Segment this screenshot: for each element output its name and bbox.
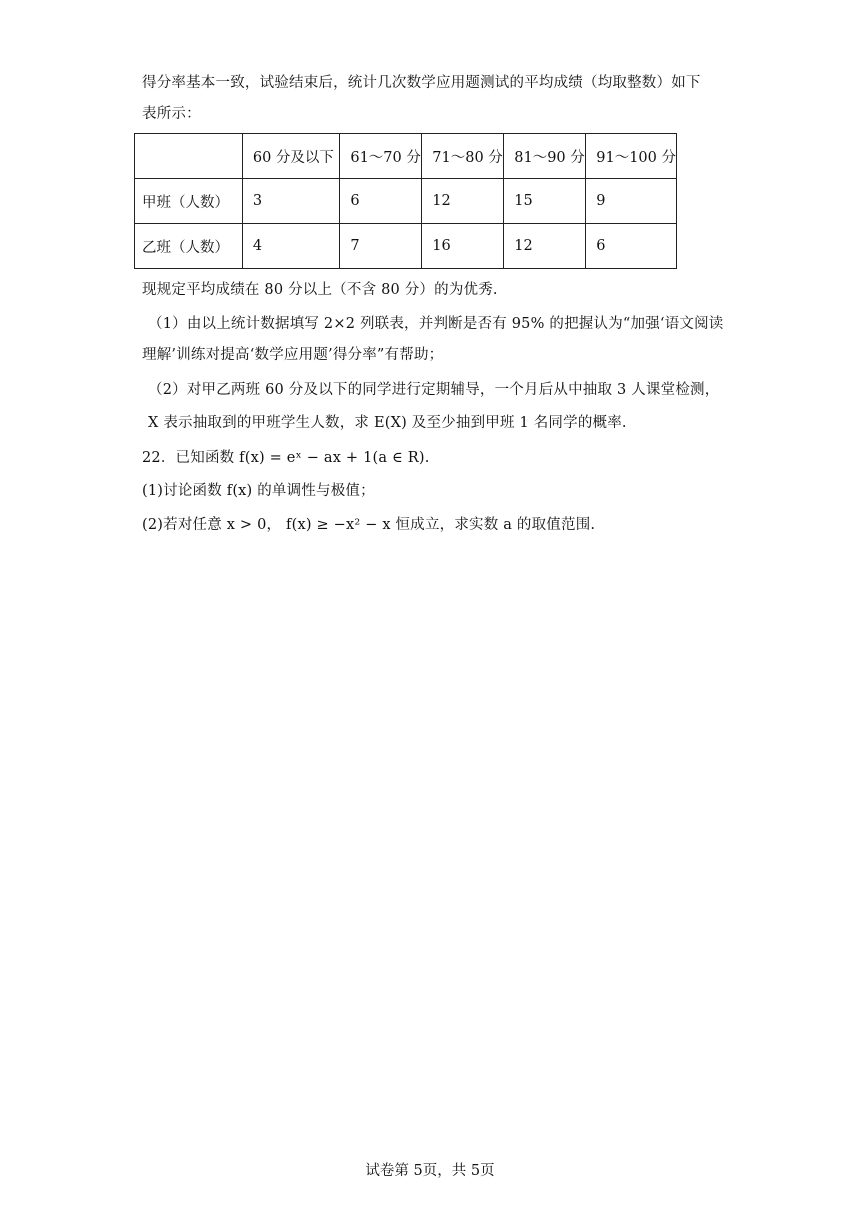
intro-text-line-1: 得分率基本一致，试验结束后，统计几次数学应用题测试的平均成绩（均取整数）如下 <box>142 75 701 91</box>
question-2-line-1: （2）对甲乙两班 60 分及以下的同学进行定期辅导，一个月后从中抽取 3 人课堂检测， <box>148 382 720 398</box>
table-header-cell <box>135 134 243 179</box>
table-cell: 3 <box>242 179 340 224</box>
table-row <box>135 179 677 224</box>
question-22-stem: 22．已知函数 f(x) = eˣ − ax + 1(a ∈ R). <box>142 450 430 466</box>
table-cell: 6 <box>340 179 422 224</box>
score-distribution-table <box>134 133 677 269</box>
table-header-cell: 61～70 分 <box>340 134 422 179</box>
excellent-rule-text: 现规定平均成绩在 80 分以上（不含 80 分）的为优秀. <box>142 282 498 298</box>
question-1-line-2: 理解’训练对提高‘数学应用题’得分率”有帮助； <box>142 347 444 363</box>
table-cell: 9 <box>586 179 677 224</box>
intro-text-line-2: 表所示： <box>142 106 201 122</box>
row-label-class-jia: 甲班（人数） <box>135 179 243 224</box>
question-22-part-2: (2)若对任意 x > 0， f(x) ≥ −x² − x 恒成立，求实数 a 的取值范围. <box>142 517 596 533</box>
table-cell: 6 <box>586 224 677 269</box>
question-22-part-1: (1)讨论函数 f(x) 的单调性与极值； <box>142 483 375 499</box>
table-cell: 12 <box>422 179 504 224</box>
table-header-cell: 60 分及以下 <box>242 134 340 179</box>
question-2-line-2: X 表示抽取到的甲班学生人数，求 E(X) 及至少抽到甲班 1 名同学的概率. <box>148 415 627 431</box>
table-cell: 15 <box>504 179 586 224</box>
table-cell: 12 <box>504 224 586 269</box>
question-1-line-1: （1）由以上统计数据填写 2×2 列联表，并判断是否有 95% 的把握认为“加强‘语文阅读 <box>148 316 724 332</box>
table-header-cell: 81～90 分 <box>504 134 586 179</box>
table-row <box>135 224 677 269</box>
row-label-class-yi: 乙班（人数） <box>135 224 243 269</box>
page-footer: 试卷第 5页，共 5页 <box>365 1163 495 1179</box>
table-header-cell: 91～100 分 <box>586 134 677 179</box>
table-cell: 4 <box>242 224 340 269</box>
table-cell: 16 <box>422 224 504 269</box>
table-cell: 7 <box>340 224 422 269</box>
table-header-cell: 71～80 分 <box>422 134 504 179</box>
table-header-row <box>135 134 677 179</box>
